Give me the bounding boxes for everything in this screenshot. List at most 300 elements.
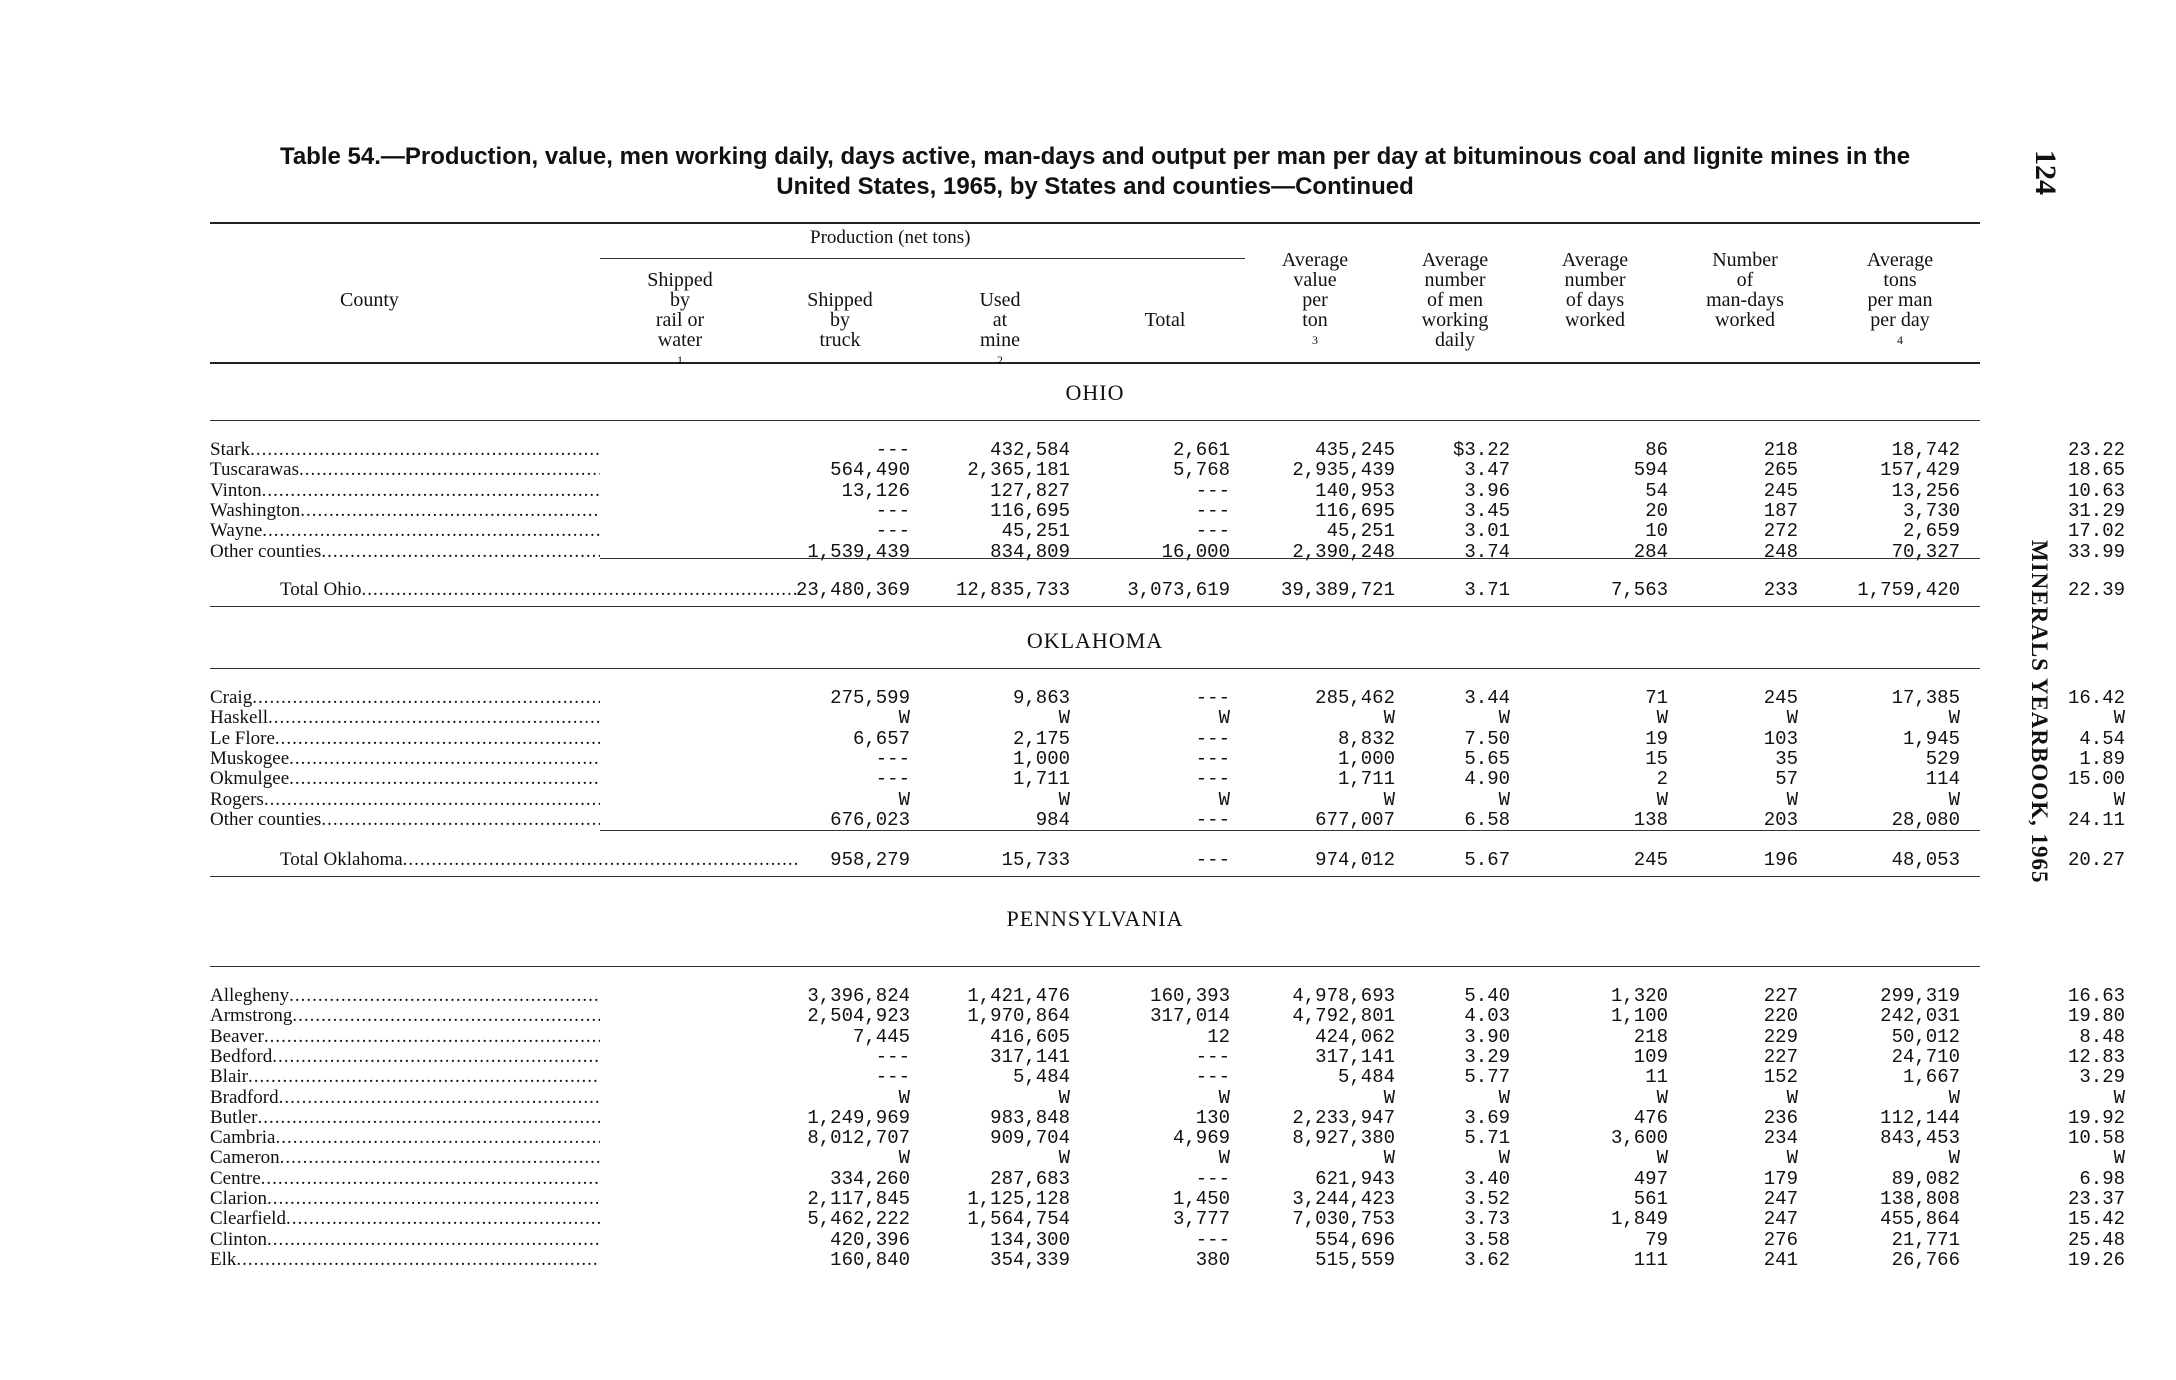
cell-total: 5,484 xyxy=(1337,1066,1395,1089)
county-name: Beaver ..... xyxy=(210,1027,600,1047)
cell-avg-tons: W xyxy=(2113,1147,2125,1170)
table-row xyxy=(210,1208,2125,1231)
cell-total: 317,141 xyxy=(1315,1045,1395,1068)
cell-shipped-rail: 958,279 xyxy=(830,849,910,871)
cell-avg-men: W xyxy=(1656,788,1668,811)
cell-shipped-rail: --- xyxy=(875,747,910,770)
cell-avg-days: W xyxy=(1786,1147,1798,1170)
cell-avg-men: 284 xyxy=(1633,540,1668,563)
cell-used-at-mine: --- xyxy=(1195,1066,1230,1089)
cell-total: W xyxy=(1383,707,1395,730)
total-label: Total Ohio ..... xyxy=(280,580,800,600)
cell-shipped-truck: 909,704 xyxy=(990,1127,1070,1150)
cell-total: 116,695 xyxy=(1315,499,1395,522)
cell-shipped-truck: 9,863 xyxy=(1012,687,1070,709)
cell-avg-tons: W xyxy=(2113,707,2125,730)
cell-avg-days: 152 xyxy=(1763,1066,1798,1089)
cell-shipped-truck: 354,339 xyxy=(990,1248,1070,1271)
total-row xyxy=(210,579,2125,601)
page-number: 124 xyxy=(2029,150,2062,195)
cell-avg-men: 11 xyxy=(1645,1066,1668,1089)
cell-avg-days: 187 xyxy=(1763,499,1798,522)
cell-avg-days: 203 xyxy=(1763,808,1798,831)
county-name: Bradford ..... xyxy=(210,1088,600,1108)
cell-avg-men: 15 xyxy=(1645,747,1668,770)
cell-avg-value: 4.90 xyxy=(1464,768,1510,791)
cell-avg-tons: W xyxy=(2113,788,2125,811)
header-man-days: Number of man-days worked xyxy=(1706,249,1784,331)
table-row xyxy=(210,1106,2125,1129)
cell-avg-value: 3.47 xyxy=(1464,459,1510,482)
cell-used-at-mine: 5,768 xyxy=(1172,459,1230,482)
cell-avg-value: 3.52 xyxy=(1464,1188,1510,1210)
table-row xyxy=(210,1066,2125,1089)
cell-shipped-rail: 275,599 xyxy=(830,687,910,709)
county-name: Other counties ..... xyxy=(210,810,600,830)
table-row xyxy=(210,1147,2125,1170)
cell-man-days: 28,080 xyxy=(1891,808,1960,831)
cell-man-days: 1,759,420 xyxy=(1857,579,1960,601)
cell-avg-tons: 3.29 xyxy=(2079,1066,2125,1089)
cell-avg-days: 227 xyxy=(1763,985,1798,1007)
cell-avg-tons: 22.39 xyxy=(2067,579,2125,601)
cell-avg-men: 594 xyxy=(1633,459,1668,482)
cell-shipped-truck: 1,564,754 xyxy=(967,1208,1070,1231)
cell-shipped-truck: W xyxy=(1058,788,1070,811)
county-name: Le Flore ..... xyxy=(210,729,600,749)
cell-avg-tons: 19.26 xyxy=(2067,1248,2125,1271)
cell-man-days: 48,053 xyxy=(1891,849,1960,871)
oklahoma-bottom-rule xyxy=(210,876,1980,877)
cell-avg-value: 5.40 xyxy=(1464,985,1510,1007)
cell-avg-tons: 10.58 xyxy=(2067,1127,2125,1150)
cell-shipped-truck: 317,141 xyxy=(990,1045,1070,1068)
cell-total: 424,062 xyxy=(1315,1025,1395,1048)
cell-avg-tons: 16.63 xyxy=(2067,985,2125,1007)
cell-avg-men: 1,100 xyxy=(1610,1005,1668,1028)
cell-avg-value: 3.58 xyxy=(1464,1228,1510,1251)
cell-total: 554,696 xyxy=(1315,1228,1395,1251)
cell-total: 2,935,439 xyxy=(1292,459,1395,482)
cell-man-days: 242,031 xyxy=(1880,1005,1960,1028)
table-row xyxy=(210,459,2125,482)
cell-shipped-rail: --- xyxy=(875,520,910,543)
cell-shipped-rail: --- xyxy=(875,499,910,522)
cell-total: 677,007 xyxy=(1315,808,1395,831)
county-name: Washington ..... xyxy=(210,501,600,521)
cell-avg-value: 3.69 xyxy=(1464,1106,1510,1129)
cell-avg-value: 7.50 xyxy=(1464,727,1510,750)
cell-shipped-rail: 2,117,845 xyxy=(807,1188,910,1210)
cell-shipped-rail: 160,840 xyxy=(830,1248,910,1271)
cell-used-at-mine: 130 xyxy=(1195,1106,1230,1129)
cell-avg-men: 79 xyxy=(1645,1228,1668,1251)
cell-shipped-truck: 1,125,128 xyxy=(967,1188,1070,1210)
county-name: Cambria ..... xyxy=(210,1128,600,1148)
cell-man-days: W xyxy=(1948,1086,1960,1109)
cell-avg-value: 3.44 xyxy=(1464,687,1510,709)
cell-avg-value: W xyxy=(1498,1086,1510,1109)
cell-used-at-mine: 16,000 xyxy=(1161,540,1230,563)
cell-total: W xyxy=(1383,1086,1395,1109)
cell-used-at-mine: 4,969 xyxy=(1172,1127,1230,1150)
cell-shipped-rail: 1,249,969 xyxy=(807,1106,910,1129)
cell-avg-tons: 15.42 xyxy=(2067,1208,2125,1231)
cell-shipped-rail: 676,023 xyxy=(830,808,910,831)
county-name: Allegheny ..... xyxy=(210,986,600,1006)
table-row xyxy=(210,1228,2125,1251)
county-name: Clinton ..... xyxy=(210,1230,600,1250)
table-row xyxy=(210,985,2125,1007)
cell-man-days: W xyxy=(1948,1147,1960,1170)
county-name: Rogers ..... xyxy=(210,790,600,810)
cell-avg-men: 1,849 xyxy=(1610,1208,1668,1231)
cell-total: 4,978,693 xyxy=(1292,985,1395,1007)
running-head: MINERALS YEARBOOK, 1965 xyxy=(2027,540,2052,884)
cell-avg-men: 3,600 xyxy=(1610,1127,1668,1150)
cell-avg-value: 3.71 xyxy=(1464,579,1510,601)
cell-avg-value: W xyxy=(1498,788,1510,811)
cell-avg-value: 4.03 xyxy=(1464,1005,1510,1028)
table-row xyxy=(210,520,2125,543)
cell-avg-days: 220 xyxy=(1763,1005,1798,1028)
cell-avg-days: 229 xyxy=(1763,1025,1798,1048)
cell-total: 2,390,248 xyxy=(1292,540,1395,563)
table-row xyxy=(210,707,2125,730)
cell-shipped-truck: 2,365,181 xyxy=(967,459,1070,482)
cell-avg-tons: 23.22 xyxy=(2067,439,2125,461)
cell-avg-men: 218 xyxy=(1633,1025,1668,1048)
cell-shipped-truck: 416,605 xyxy=(990,1025,1070,1048)
cell-man-days: 299,319 xyxy=(1880,985,1960,1007)
cell-man-days: 26,766 xyxy=(1891,1248,1960,1271)
cell-avg-men: 86 xyxy=(1645,439,1668,461)
cell-avg-value: 3.45 xyxy=(1464,499,1510,522)
cell-total: 515,559 xyxy=(1315,1248,1395,1271)
table-title xyxy=(210,142,1980,202)
cell-avg-value: W xyxy=(1498,1147,1510,1170)
cell-avg-tons: 19.80 xyxy=(2067,1005,2125,1028)
table-title-line-1: Table 54.—Production, value, men working daily, days active, man-days and output per man per day at bituminous coal and lignite mines in the xyxy=(279,143,1911,170)
cell-avg-men: 138 xyxy=(1633,808,1668,831)
cell-total: 3,244,423 xyxy=(1292,1188,1395,1210)
cell-shipped-rail: 6,657 xyxy=(852,727,910,750)
cell-shipped-rail: 13,126 xyxy=(841,479,910,502)
cell-used-at-mine: W xyxy=(1218,1086,1230,1109)
cell-used-at-mine: --- xyxy=(1195,499,1230,522)
cell-avg-tons: 31.29 xyxy=(2067,499,2125,522)
cell-used-at-mine: W xyxy=(1218,788,1230,811)
cell-total: 45,251 xyxy=(1326,520,1395,543)
cell-shipped-truck: W xyxy=(1058,707,1070,730)
header-avg-value: Average value per ton $^3$ xyxy=(1281,249,1349,347)
cell-total: 8,832 xyxy=(1337,727,1395,750)
cell-shipped-truck: 134,300 xyxy=(990,1228,1070,1251)
cell-avg-value: 5.65 xyxy=(1464,747,1510,770)
cell-avg-days: 57 xyxy=(1775,768,1798,791)
cell-avg-value: 3.01 xyxy=(1464,520,1510,543)
cell-shipped-truck: 116,695 xyxy=(990,499,1070,522)
header-total: Total xyxy=(1144,309,1186,331)
cell-total: W xyxy=(1383,1147,1395,1170)
cell-avg-value: 3.40 xyxy=(1464,1167,1510,1190)
cell-used-at-mine: W xyxy=(1218,707,1230,730)
cell-used-at-mine: W xyxy=(1218,1147,1230,1170)
table-title-line-2: United States, 1965, by States and counties—Continued xyxy=(776,173,1414,200)
cell-avg-men: 476 xyxy=(1633,1106,1668,1129)
cell-avg-days: 272 xyxy=(1763,520,1798,543)
cell-shipped-rail: --- xyxy=(875,1066,910,1089)
cell-man-days: 13,256 xyxy=(1891,479,1960,502)
cell-total: 8,927,380 xyxy=(1292,1127,1395,1150)
cell-used-at-mine: 317,014 xyxy=(1150,1005,1230,1028)
cell-shipped-rail: 3,396,824 xyxy=(807,985,910,1007)
cell-used-at-mine: --- xyxy=(1195,1045,1230,1068)
cell-avg-men: 2 xyxy=(1656,768,1668,791)
header-avg-days: Average number of days worked xyxy=(1561,249,1629,331)
cell-total: 285,462 xyxy=(1315,687,1395,709)
cell-man-days: 138,808 xyxy=(1880,1188,1960,1210)
total-label: Total Oklahoma ..... xyxy=(280,850,800,870)
county-name: Butler ..... xyxy=(210,1108,600,1128)
header-production-group: Production (net tons) xyxy=(810,227,971,248)
cell-used-at-mine: --- xyxy=(1195,747,1230,770)
cell-total: 1,711 xyxy=(1337,768,1395,791)
cell-shipped-truck: W xyxy=(1058,1086,1070,1109)
cell-avg-men: 109 xyxy=(1633,1045,1668,1068)
cell-avg-value: 3.62 xyxy=(1464,1248,1510,1271)
cell-shipped-rail: W xyxy=(898,1086,910,1109)
header-used-at-mine: Used at mine $^2$ xyxy=(979,289,1021,367)
header-shipped-truck: Shipped by truck xyxy=(807,289,873,351)
cell-avg-tons: 19.92 xyxy=(2067,1106,2125,1129)
cell-used-at-mine: 3,073,619 xyxy=(1127,579,1230,601)
cell-avg-men: 111 xyxy=(1633,1248,1668,1271)
cell-shipped-truck: W xyxy=(1058,1147,1070,1170)
cell-avg-value: 3.90 xyxy=(1464,1025,1510,1048)
cell-man-days: 455,864 xyxy=(1880,1208,1960,1231)
cell-avg-tons: 17.02 xyxy=(2067,520,2125,543)
cell-avg-value: W xyxy=(1498,707,1510,730)
cell-avg-days: 276 xyxy=(1763,1228,1798,1251)
county-name: Other counties ..... xyxy=(210,542,600,562)
cell-used-at-mine: 380 xyxy=(1195,1248,1230,1271)
cell-shipped-truck: 45,251 xyxy=(1001,520,1070,543)
cell-avg-days: 236 xyxy=(1763,1106,1798,1129)
cell-avg-men: W xyxy=(1656,1147,1668,1170)
table-row xyxy=(210,1167,2125,1190)
table-row xyxy=(210,788,2125,811)
cell-shipped-rail: 334,260 xyxy=(830,1167,910,1190)
cell-man-days: W xyxy=(1948,788,1960,811)
section-rule xyxy=(210,966,1980,967)
cell-avg-days: 35 xyxy=(1775,747,1798,770)
cell-shipped-truck: 834,809 xyxy=(990,540,1070,563)
cell-total: 7,030,753 xyxy=(1292,1208,1395,1231)
total-row xyxy=(210,849,2125,871)
county-name: Centre ..... xyxy=(210,1169,600,1189)
cell-avg-men: 71 xyxy=(1645,687,1668,709)
cell-total: 974,012 xyxy=(1315,849,1395,871)
table-row xyxy=(210,727,2125,750)
cell-avg-value: 3.74 xyxy=(1464,540,1510,563)
cell-avg-tons: 15.00 xyxy=(2067,768,2125,791)
cell-avg-men: 245 xyxy=(1633,849,1668,871)
cell-shipped-truck: 1,000 xyxy=(1012,747,1070,770)
cell-avg-value: 3.29 xyxy=(1464,1045,1510,1068)
cell-avg-value: 5.77 xyxy=(1464,1066,1510,1089)
cell-used-at-mine: --- xyxy=(1195,1228,1230,1251)
table-row xyxy=(210,1086,2125,1109)
cell-avg-men: 10 xyxy=(1645,520,1668,543)
cell-avg-value: $3.22 xyxy=(1452,439,1510,461)
table-row xyxy=(210,1188,2125,1210)
cell-avg-men: 54 xyxy=(1645,479,1668,502)
cell-shipped-rail: 420,396 xyxy=(830,1228,910,1251)
cell-avg-men: 20 xyxy=(1645,499,1668,522)
cell-total: 1,000 xyxy=(1337,747,1395,770)
cell-avg-tons: 6.98 xyxy=(2079,1167,2125,1190)
cell-man-days: 17,385 xyxy=(1891,687,1960,709)
cell-shipped-truck: 127,827 xyxy=(990,479,1070,502)
cell-avg-tons: 8.48 xyxy=(2079,1025,2125,1048)
cell-avg-tons: 18.65 xyxy=(2067,459,2125,482)
cell-man-days: 2,659 xyxy=(1902,520,1960,543)
cell-total: 2,233,947 xyxy=(1292,1106,1395,1129)
table-row xyxy=(210,768,2125,791)
cell-total: 140,953 xyxy=(1315,479,1395,502)
cell-man-days: 114 xyxy=(1925,768,1960,791)
cell-shipped-rail: 2,504,923 xyxy=(807,1005,910,1028)
cell-man-days: 50,012 xyxy=(1891,1025,1960,1048)
oklahoma-sum-rule xyxy=(600,830,1980,831)
cell-avg-value: 3.96 xyxy=(1464,479,1510,502)
cell-shipped-rail: 23,480,369 xyxy=(795,579,910,601)
section-oklahoma-heading: OKLAHOMA xyxy=(1026,628,1164,653)
cell-avg-tons: 23.37 xyxy=(2067,1188,2125,1210)
cell-avg-tons: 16.42 xyxy=(2067,687,2125,709)
cell-avg-tons: 33.99 xyxy=(2067,540,2125,563)
cell-shipped-rail: W xyxy=(898,788,910,811)
cell-shipped-rail: 1,539,439 xyxy=(807,540,910,563)
cell-shipped-rail: --- xyxy=(875,439,910,461)
county-name: Clearfield ..... xyxy=(210,1209,600,1229)
cell-avg-days: 241 xyxy=(1763,1248,1798,1271)
cell-avg-days: 247 xyxy=(1763,1208,1798,1231)
county-name: Muskogee ..... xyxy=(210,749,600,769)
cell-shipped-rail: W xyxy=(898,1147,910,1170)
table-row xyxy=(210,1045,2125,1068)
cell-shipped-truck: 983,848 xyxy=(990,1106,1070,1129)
cell-avg-men: 561 xyxy=(1633,1188,1668,1210)
cell-avg-men: W xyxy=(1656,707,1668,730)
header-avg-tons: Average tons per man per day $^4$ xyxy=(1866,249,1934,347)
cell-avg-tons: 4.54 xyxy=(2079,727,2125,750)
county-name: Okmulgee ..... xyxy=(210,769,600,789)
cell-avg-tons: 12.83 xyxy=(2067,1045,2125,1068)
cell-shipped-rail: 7,445 xyxy=(852,1025,910,1048)
table-row xyxy=(210,687,2125,709)
county-name: Craig ..... xyxy=(210,688,600,708)
cell-avg-tons: W xyxy=(2113,1086,2125,1109)
header-shipped-rail: Shipped by rail or water $^1$ xyxy=(647,269,713,367)
cell-shipped-rail: W xyxy=(898,707,910,730)
cell-used-at-mine: --- xyxy=(1195,808,1230,831)
cell-avg-tons: 10.63 xyxy=(2067,479,2125,502)
cell-avg-men: 1,320 xyxy=(1610,985,1668,1007)
cell-man-days: 1,667 xyxy=(1902,1066,1960,1089)
cell-total: 39,389,721 xyxy=(1280,579,1395,601)
cell-total: 621,943 xyxy=(1315,1167,1395,1190)
cell-avg-tons: 24.11 xyxy=(2067,808,2125,831)
cell-man-days: W xyxy=(1948,707,1960,730)
county-name: Blair ..... xyxy=(210,1067,600,1087)
cell-used-at-mine: --- xyxy=(1195,687,1230,709)
cell-avg-value: 5.67 xyxy=(1464,849,1510,871)
cell-man-days: 1,945 xyxy=(1902,727,1960,750)
cell-used-at-mine: 3,777 xyxy=(1172,1208,1230,1231)
section-rule xyxy=(210,420,1980,421)
section-rule xyxy=(210,668,1980,669)
cell-avg-value: 3.73 xyxy=(1464,1208,1510,1231)
cell-avg-days: 265 xyxy=(1763,459,1798,482)
cell-shipped-truck: 984 xyxy=(1035,808,1070,831)
header-avg-men: Average number of men working daily xyxy=(1421,249,1489,351)
cell-total: 4,792,801 xyxy=(1292,1005,1395,1028)
cell-avg-days: 103 xyxy=(1763,727,1798,750)
cell-shipped-rail: 564,490 xyxy=(830,459,910,482)
cell-shipped-truck: 2,175 xyxy=(1012,727,1070,750)
cell-man-days: 529 xyxy=(1925,747,1960,770)
cell-avg-days: 245 xyxy=(1763,687,1798,709)
county-name: Bedford ..... xyxy=(210,1047,600,1067)
cell-avg-days: 247 xyxy=(1763,1188,1798,1210)
cell-shipped-rail: 8,012,707 xyxy=(807,1127,910,1150)
table-row xyxy=(210,1127,2125,1150)
cell-man-days: 18,742 xyxy=(1891,439,1960,461)
cell-used-at-mine: --- xyxy=(1195,1167,1230,1190)
cell-avg-days: W xyxy=(1786,788,1798,811)
cell-avg-value: 5.71 xyxy=(1464,1127,1510,1150)
cell-avg-days: W xyxy=(1786,1086,1798,1109)
table-row xyxy=(210,1005,2125,1028)
cell-used-at-mine: 2,661 xyxy=(1172,439,1230,461)
cell-used-at-mine: --- xyxy=(1195,727,1230,750)
cell-avg-men: 497 xyxy=(1633,1167,1668,1190)
cell-used-at-mine: 160,393 xyxy=(1150,985,1230,1007)
cell-total: 435,245 xyxy=(1315,439,1395,461)
cell-man-days: 112,144 xyxy=(1880,1106,1960,1129)
cell-used-at-mine: 1,450 xyxy=(1172,1188,1230,1210)
header-county: County xyxy=(340,289,399,311)
cell-used-at-mine: --- xyxy=(1195,479,1230,502)
cell-shipped-truck: 1,970,864 xyxy=(967,1005,1070,1028)
cell-shipped-truck: 1,421,476 xyxy=(967,985,1070,1007)
cell-used-at-mine: --- xyxy=(1195,768,1230,791)
county-name: Haskell ..... xyxy=(210,708,600,728)
table-row xyxy=(210,1025,2125,1048)
cell-avg-days: 218 xyxy=(1763,439,1798,461)
cell-avg-men: 19 xyxy=(1645,727,1668,750)
production-group-rule xyxy=(600,258,1245,259)
header-bottom-rule xyxy=(210,362,1980,364)
county-name: Wayne ..... xyxy=(210,521,600,541)
section-ohio-heading: OHIO xyxy=(1065,380,1125,405)
table-row xyxy=(210,747,2125,770)
ohio-bottom-rule xyxy=(210,606,1980,607)
cell-avg-days: 233 xyxy=(1763,579,1798,601)
cell-shipped-truck: 1,711 xyxy=(1012,768,1070,791)
